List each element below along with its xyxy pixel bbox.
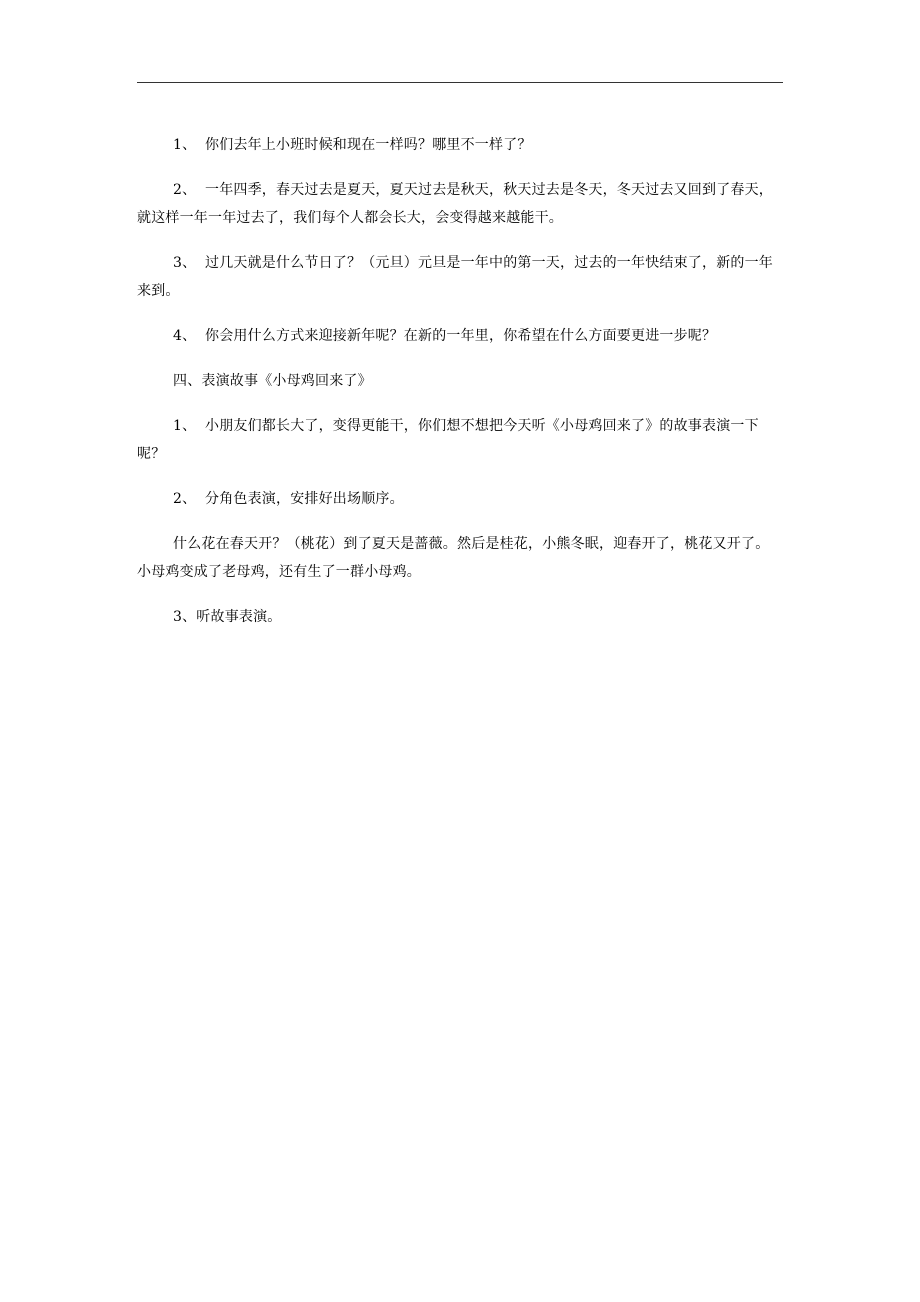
paragraph-text: 过几天就是什么节日了？（元旦）元旦是一年中的第一天，过去的一年快结束了，新的一年来到。 xyxy=(137,255,773,299)
item-number: 1、 xyxy=(173,137,197,153)
item-number: 2、 xyxy=(173,491,197,507)
paragraph-text: 你会用什么方式来迎接新年呢？在新的一年里，你希望在什么方面要更进一步呢？ xyxy=(205,328,717,344)
paragraph-listen: 3、听故事表演。 xyxy=(173,609,282,625)
paragraph-item-1 xyxy=(137,131,783,159)
item-number: 2、 xyxy=(173,182,197,198)
document-body xyxy=(137,131,783,648)
section-heading: 四、表演故事《小母鸡回来了》 xyxy=(173,373,372,389)
paragraph-text: 小朋友们都长大了，变得更能干，你们想不想把今天听《小母鸡回来了》的故事表演一下呢？ xyxy=(137,418,759,462)
paragraph-text: 你们去年上小班时候和现在一样吗？哪里不一样了？ xyxy=(205,137,532,153)
paragraph-item-4 xyxy=(137,322,783,350)
paragraph-text: 分角色表演，安排好出场顺序。 xyxy=(205,491,404,507)
header-rule xyxy=(137,82,783,83)
item-number: 1、 xyxy=(173,418,197,434)
item-number: 3、 xyxy=(173,255,197,271)
paragraph-riddle: 什么花在春天开？（桃花）到了夏天是蔷薇。然后是桂花，小熊冬眠，迎春开了，桃花又开了。小母鸡变成了老母鸡，还有生了一群小母鸡。 xyxy=(137,536,770,580)
paragraph-item-6 xyxy=(137,485,783,513)
paragraph-item-5 xyxy=(137,412,783,468)
paragraph-item-2 xyxy=(137,176,783,232)
paragraph-text: 一年四季，春天过去是夏天，夏天过去是秋天，秋天过去是冬天，冬天过去又回到了春天，就这样一年一年过去了，我们每个人都会长大，会变得越来越能干。 xyxy=(137,182,773,226)
paragraph-item-3 xyxy=(137,249,783,305)
item-number: 4、 xyxy=(173,328,197,344)
